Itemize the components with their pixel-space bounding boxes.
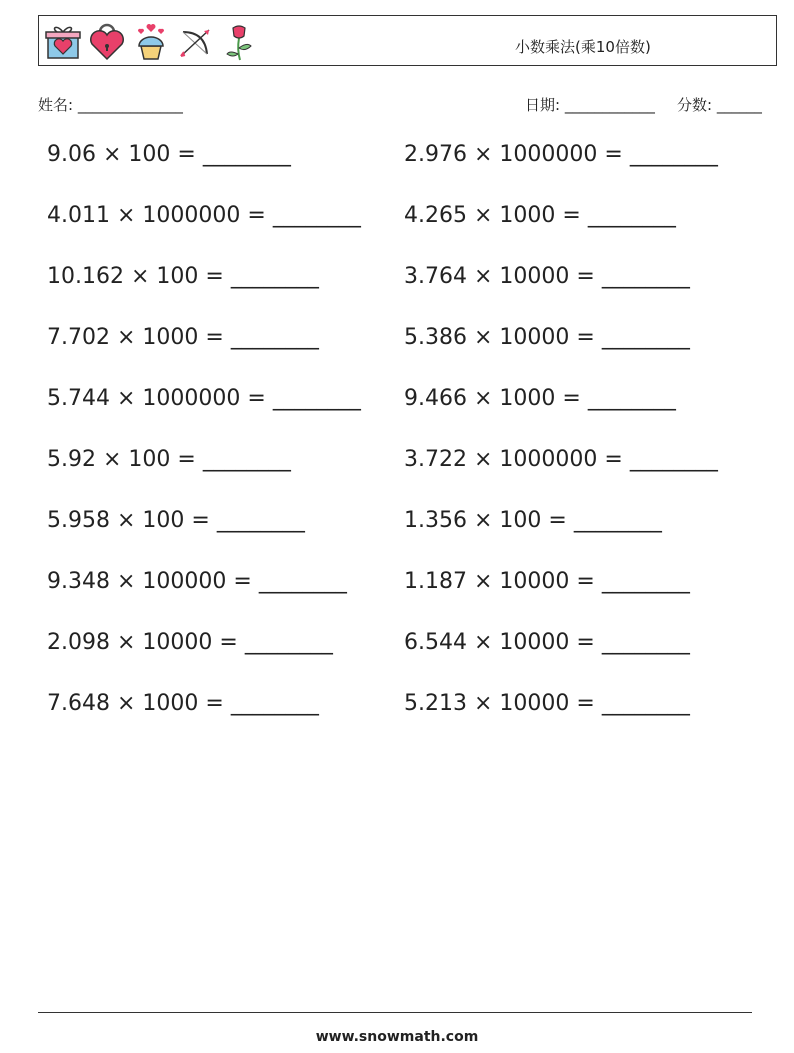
problem-multiplier: 10000 (499, 630, 570, 655)
problem-item (404, 203, 676, 228)
problem-multiplier: 100 (499, 508, 542, 533)
problem-operator: × (473, 569, 493, 594)
heart-lock-icon (87, 22, 127, 62)
problem-equals: = (576, 569, 595, 594)
problem-item (404, 569, 690, 594)
problem-equals: = (604, 142, 623, 167)
problem-equals: = (576, 325, 595, 350)
problem-equals: = (562, 386, 581, 411)
problem-operator: × (116, 508, 136, 533)
problem-operator: × (473, 264, 493, 289)
problem-multiplier: 100 (128, 447, 171, 472)
worksheet-title: 小数乘法(乘10倍数) (515, 38, 651, 56)
problem-equals: = (233, 569, 252, 594)
problem-equals: = (604, 447, 623, 472)
answer-blank: ________ (601, 264, 690, 289)
gift-heart-icon (43, 22, 83, 62)
name-blank: ______________ (77, 96, 183, 114)
problem-equals: = (205, 325, 224, 350)
problem-item (47, 569, 347, 594)
cupcake-icon (131, 22, 171, 62)
problem-operator: × (116, 325, 136, 350)
problem-factor: 4.265 (404, 203, 467, 228)
icon-strip (43, 20, 259, 64)
score-field (677, 94, 762, 115)
problem-operator: × (116, 630, 136, 655)
problem-operator: × (130, 264, 150, 289)
problem-factor: 3.764 (404, 264, 467, 289)
problem-operator: × (102, 142, 122, 167)
header-box (38, 15, 777, 66)
answer-blank: ________ (601, 569, 690, 594)
problem-item (404, 691, 690, 716)
answer-blank: ________ (272, 386, 361, 411)
problem-factor: 9.06 (47, 142, 96, 167)
problem-operator: × (116, 691, 136, 716)
problem-equals: = (247, 203, 266, 228)
problem-factor: 1.356 (404, 508, 467, 533)
problem-item (404, 630, 690, 655)
problem-factor: 7.648 (47, 691, 110, 716)
problem-multiplier: 1000000 (499, 142, 598, 167)
problem-multiplier: 1000000 (499, 447, 598, 472)
problem-equals: = (548, 508, 567, 533)
problem-item (47, 142, 291, 167)
problem-factor: 5.744 (47, 386, 110, 411)
problem-item (47, 447, 291, 472)
answer-blank: ________ (587, 386, 676, 411)
problem-factor: 2.098 (47, 630, 110, 655)
problem-factor: 7.702 (47, 325, 110, 350)
problem-multiplier: 100 (128, 142, 171, 167)
problem-factor: 5.213 (404, 691, 467, 716)
bow-arrow-icon (175, 22, 215, 62)
answer-blank: ________ (258, 569, 347, 594)
answer-blank: ________ (601, 691, 690, 716)
problem-operator: × (473, 142, 493, 167)
problem-factor: 1.187 (404, 569, 467, 594)
problem-item (404, 386, 676, 411)
name-field (38, 94, 183, 115)
problem-equals: = (219, 630, 238, 655)
problem-equals: = (191, 508, 210, 533)
answer-blank: ________ (230, 325, 319, 350)
problem-item (47, 203, 361, 228)
score-blank: ______ (716, 96, 762, 114)
problem-item (47, 325, 319, 350)
problem-item (47, 386, 361, 411)
problem-multiplier: 1000 (499, 386, 556, 411)
problem-multiplier: 1000000 (142, 386, 241, 411)
problem-multiplier: 10000 (499, 569, 570, 594)
answer-blank: ________ (230, 691, 319, 716)
problem-item (404, 508, 662, 533)
answer-blank: ________ (272, 203, 361, 228)
answer-blank: ________ (244, 630, 333, 655)
problem-operator: × (116, 203, 136, 228)
problem-operator: × (116, 569, 136, 594)
problem-operator: × (102, 447, 122, 472)
problem-item (404, 264, 690, 289)
problem-equals: = (205, 264, 224, 289)
problem-multiplier: 100 (142, 508, 185, 533)
problem-factor: 9.348 (47, 569, 110, 594)
problem-item (404, 142, 718, 167)
problem-factor: 5.386 (404, 325, 467, 350)
problem-equals: = (205, 691, 224, 716)
problem-factor: 2.976 (404, 142, 467, 167)
name-label: 姓名: (38, 96, 74, 114)
problem-equals: = (576, 691, 595, 716)
answer-blank: ________ (230, 264, 319, 289)
answer-blank: ________ (202, 142, 291, 167)
problem-equals: = (576, 264, 595, 289)
problem-item (47, 630, 333, 655)
problem-operator: × (473, 325, 493, 350)
problem-multiplier: 1000 (499, 203, 556, 228)
answer-blank: ________ (202, 447, 291, 472)
problem-equals: = (576, 630, 595, 655)
problem-multiplier: 10000 (499, 264, 570, 289)
problem-item (47, 691, 319, 716)
problem-factor: 4.011 (47, 203, 110, 228)
problem-multiplier: 1000 (142, 325, 199, 350)
problem-multiplier: 100000 (142, 569, 227, 594)
date-label: 日期: (525, 96, 561, 114)
problem-equals: = (177, 447, 196, 472)
problem-multiplier: 1000 (142, 691, 199, 716)
footer-url: www.snowmath.com (315, 1029, 479, 1045)
problem-equals: = (562, 203, 581, 228)
answer-blank: ________ (587, 203, 676, 228)
problem-item (47, 508, 305, 533)
answer-blank: ________ (629, 142, 718, 167)
problem-operator: × (473, 508, 493, 533)
problem-operator: × (116, 386, 136, 411)
problem-item (404, 325, 690, 350)
problem-factor: 3.722 (404, 447, 467, 472)
problem-factor: 5.958 (47, 508, 110, 533)
date-blank: ____________ (564, 96, 655, 114)
problem-equals: = (177, 142, 196, 167)
answer-blank: ________ (601, 325, 690, 350)
problem-multiplier: 10000 (499, 691, 570, 716)
problem-operator: × (473, 386, 493, 411)
problem-factor: 9.466 (404, 386, 467, 411)
problem-operator: × (473, 447, 493, 472)
problem-factor: 6.544 (404, 630, 467, 655)
problem-item (404, 447, 718, 472)
problem-multiplier: 10000 (142, 630, 213, 655)
problem-equals: = (247, 386, 266, 411)
answer-blank: ________ (216, 508, 305, 533)
answer-blank: ________ (629, 447, 718, 472)
date-field (525, 94, 655, 115)
score-label: 分数: (677, 96, 713, 114)
problem-operator: × (473, 203, 493, 228)
problem-factor: 10.162 (47, 264, 124, 289)
problem-multiplier: 10000 (499, 325, 570, 350)
problem-operator: × (473, 691, 493, 716)
rose-icon (219, 22, 259, 62)
footer-divider (38, 1012, 752, 1013)
answer-blank: ________ (573, 508, 662, 533)
answer-blank: ________ (601, 630, 690, 655)
problem-multiplier: 1000000 (142, 203, 241, 228)
problem-factor: 5.92 (47, 447, 96, 472)
problem-operator: × (473, 630, 493, 655)
problem-item (47, 264, 319, 289)
problem-multiplier: 100 (156, 264, 199, 289)
